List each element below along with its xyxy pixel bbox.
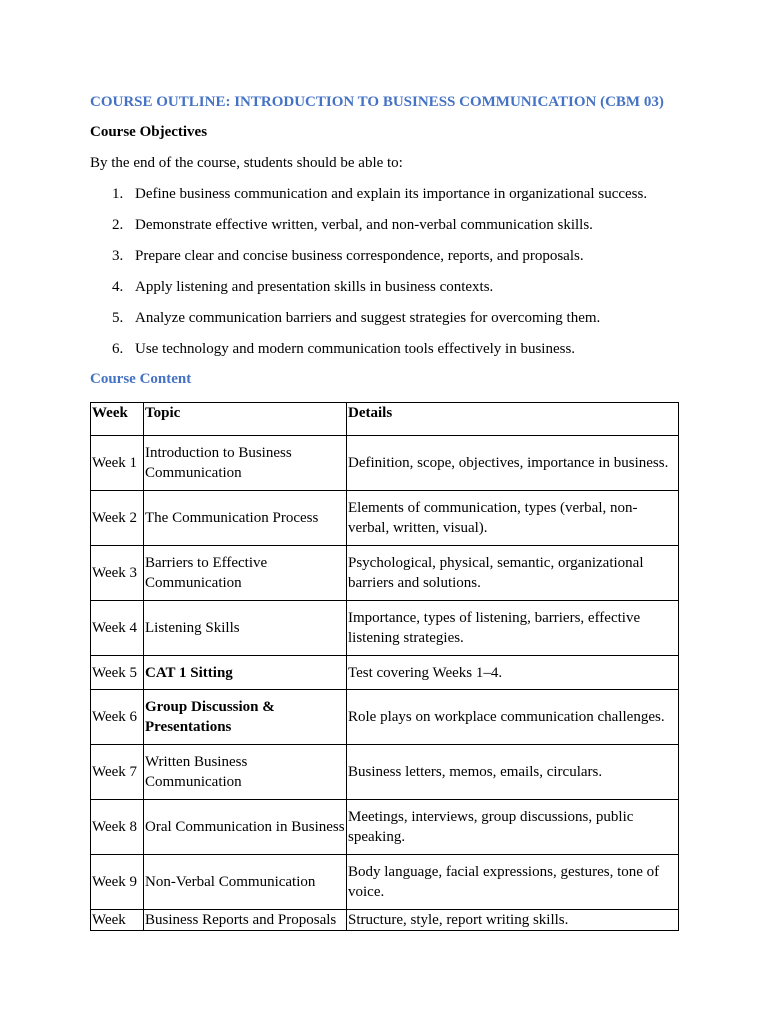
course-content-table xyxy=(90,402,679,931)
details-cell: Meetings, interviews, group discussions, public speaking. xyxy=(347,800,679,855)
week-cell: Week xyxy=(91,910,144,931)
table-row xyxy=(91,855,679,910)
week-cell: Week 3 xyxy=(91,546,144,601)
objective-number: 6. xyxy=(112,341,124,357)
table-row xyxy=(91,690,679,745)
table-row xyxy=(91,656,679,690)
details-cell: Business letters, memos, emails, circulars. xyxy=(347,745,679,800)
table-row xyxy=(91,910,679,931)
week-cell: Week 9 xyxy=(91,855,144,910)
details-cell: Importance, types of listening, barriers, effective listening strategies. xyxy=(347,601,679,656)
topic-cell: Non-Verbal Communication xyxy=(144,855,347,910)
week-cell: Week 5 xyxy=(91,656,144,690)
week-cell: Week 1 xyxy=(91,436,144,491)
objective-text: Define business communication and explain its importance in organizational success. xyxy=(135,186,648,202)
table-row xyxy=(91,546,679,601)
week-cell: Week 7 xyxy=(91,745,144,800)
table-row xyxy=(91,436,679,491)
content-heading: Course Content xyxy=(90,371,192,387)
header-details: Details xyxy=(347,403,679,436)
objective-number: 4. xyxy=(112,279,124,295)
details-cell: Body language, facial expressions, gestures, tone of voice. xyxy=(347,855,679,910)
objective-text: Use technology and modern communication tools effectively in business. xyxy=(135,341,576,357)
topic-cell: The Communication Process xyxy=(144,491,347,546)
objective-number: 2. xyxy=(112,217,124,233)
topic-cell: Oral Communication in Business xyxy=(144,800,347,855)
topic-cell: Group Discussion & Presentations xyxy=(144,690,347,745)
details-cell: Role plays on workplace communication challenges. xyxy=(347,690,679,745)
objective-number: 5. xyxy=(112,310,124,326)
header-topic: Topic xyxy=(144,403,347,436)
week-cell: Week 2 xyxy=(91,491,144,546)
week-cell: Week 8 xyxy=(91,800,144,855)
topic-cell: Introduction to Business Communication xyxy=(144,436,347,491)
details-cell: Definition, scope, objectives, importance in business. xyxy=(347,436,679,491)
topic-cell: Business Reports and Proposals xyxy=(144,910,347,931)
table-row xyxy=(91,601,679,656)
topic-cell: CAT 1 Sitting xyxy=(144,656,347,690)
objectives-intro: By the end of the course, students should be able to: xyxy=(90,155,403,171)
table-row xyxy=(91,745,679,800)
details-cell: Psychological, physical, semantic, organizational barriers and solutions. xyxy=(347,546,679,601)
table-header-row xyxy=(91,403,679,436)
details-cell: Test covering Weeks 1–4. xyxy=(347,656,679,690)
objective-text: Apply listening and presentation skills in business contexts. xyxy=(135,279,494,295)
topic-cell: Barriers to Effective Communication xyxy=(144,546,347,601)
document-title: COURSE OUTLINE: INTRODUCTION TO BUSINESS COMMUNICATION (CBM 03) xyxy=(90,94,664,110)
objective-text: Analyze communication barriers and suggest strategies for overcoming them. xyxy=(135,310,601,326)
objectives-heading: Course Objectives xyxy=(90,124,208,140)
header-week: Week xyxy=(91,403,144,436)
details-cell: Elements of communication, types (verbal, non-verbal, written, visual). xyxy=(347,491,679,546)
objective-text: Prepare clear and concise business correspondence, reports, and proposals. xyxy=(135,248,584,264)
objective-number: 1. xyxy=(112,186,124,202)
objective-number: 3. xyxy=(112,248,124,264)
topic-cell: Listening Skills xyxy=(144,601,347,656)
table-row xyxy=(91,491,679,546)
objective-text: Demonstrate effective written, verbal, and non-verbal communication skills. xyxy=(135,217,593,233)
week-cell: Week 4 xyxy=(91,601,144,656)
table-row xyxy=(91,800,679,855)
details-cell: Structure, style, report writing skills. xyxy=(347,910,679,931)
topic-cell: Written Business Communication xyxy=(144,745,347,800)
week-cell: Week 6 xyxy=(91,690,144,745)
